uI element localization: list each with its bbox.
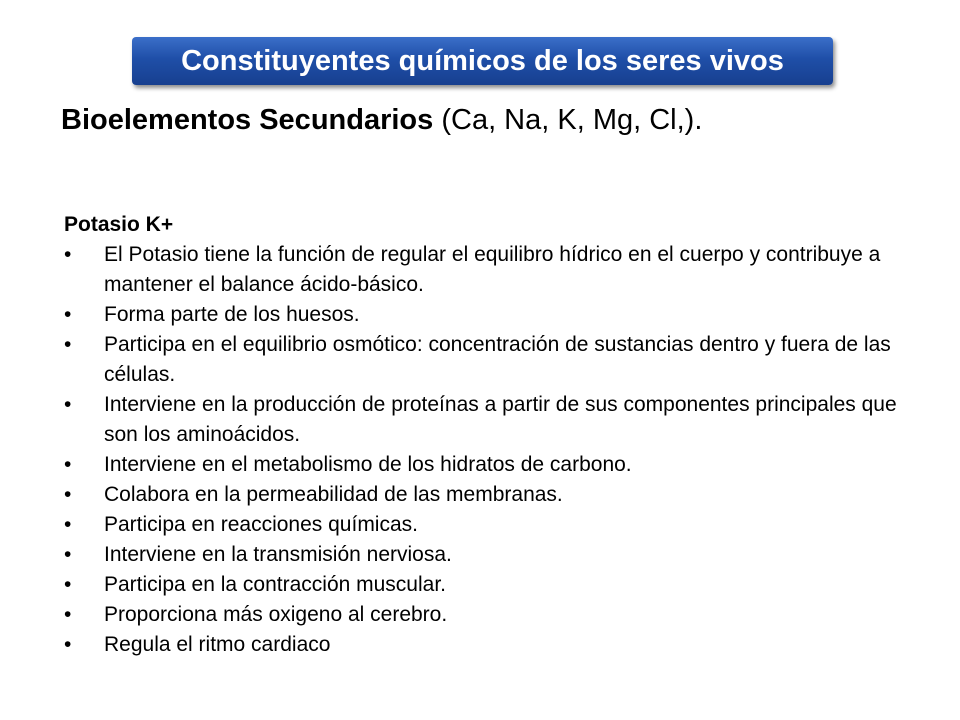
list-item-text: El Potasio tiene la función de regular el equilibro hídrico en el cuerpo y contribuye a mantener el balance ácido-básico. [104,243,881,296]
list-item [64,300,934,330]
slide-title: Constituyentes químicos de los seres vivos [181,44,784,77]
list-item [64,540,934,570]
subtitle-bold: Bioelementos Secundarios [61,104,434,136]
slide-content [64,210,934,660]
list-item [64,330,934,390]
subtitle-elements: (Ca, Na, K, Mg, Cl,). [433,104,703,136]
bullet-marker: • [64,453,72,476]
list-item [64,240,934,300]
list-item-text: Participa en el equilibrio osmótico: concentración de sustancias dentro y fuera de las células. [104,333,891,386]
list-item-text: Interviene en el metabolismo de los hidratos de carbono. [104,453,632,476]
title-banner [132,37,833,85]
bullet-marker: • [64,573,72,596]
slide-subtitle [61,104,702,137]
list-item [64,480,934,510]
bullet-marker: • [64,393,72,416]
bullet-marker: • [64,303,72,326]
bullet-marker: • [64,603,72,626]
list-item [64,450,934,480]
list-item [64,570,934,600]
bullet-marker: • [64,633,72,656]
list-item [64,600,934,630]
bullet-marker: • [64,243,72,266]
list-item [64,510,934,540]
bullet-marker: • [64,513,72,536]
bullet-marker: • [64,543,72,566]
list-item-text: Forma parte de los huesos. [104,303,360,326]
section-heading: Potasio K+ [64,213,174,236]
list-item-text: Proporciona más oxigeno al cerebro. [104,603,448,626]
list-item-text: Participa en reacciones químicas. [104,513,418,536]
list-item-text: Colabora en la permeabilidad de las membranas. [104,483,563,506]
list-item-text: Participa en la contracción muscular. [104,573,446,596]
list-item-text: Interviene en la transmisión nerviosa. [104,543,452,566]
list-item-text: Interviene en la producción de proteínas a partir de sus componentes principales que son los aminoácidos. [104,393,897,446]
bullet-marker: • [64,483,72,506]
list-item-text: Regula el ritmo cardiaco [104,633,331,656]
list-item [64,390,934,450]
bullet-marker: • [64,333,72,356]
list-item [64,630,934,660]
bullet-list [64,240,934,660]
